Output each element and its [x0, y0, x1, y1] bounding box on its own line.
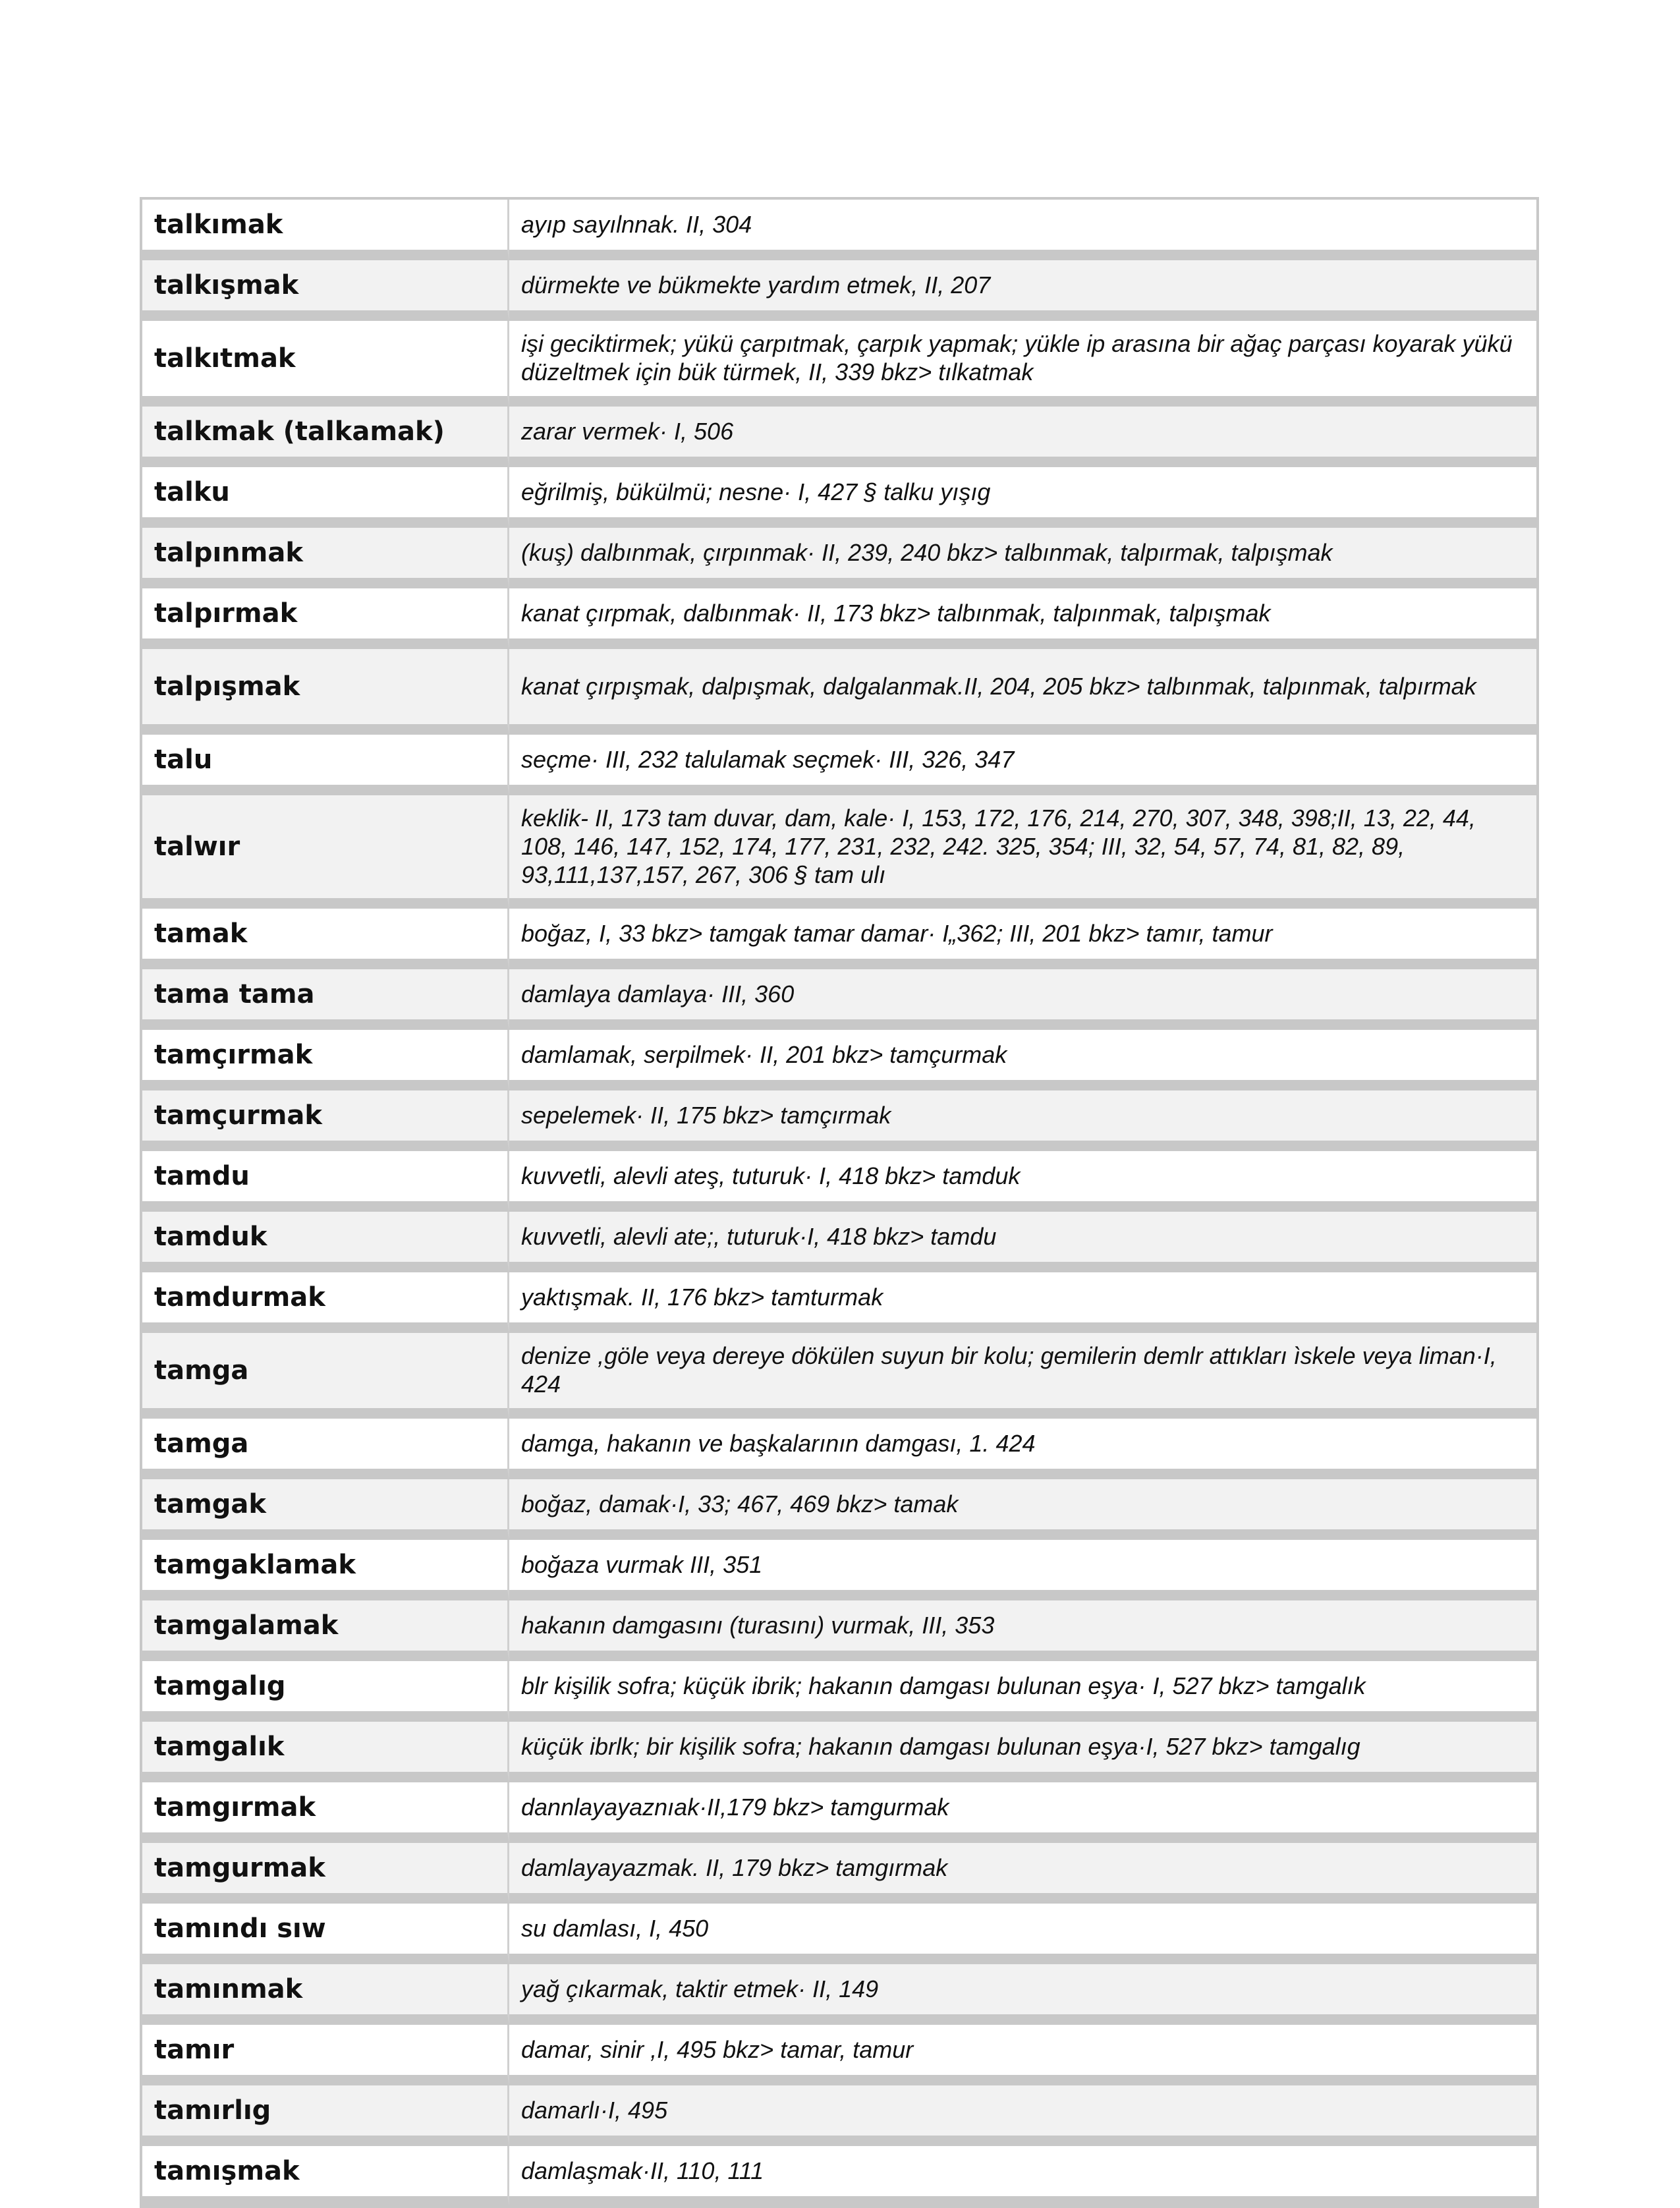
entry-definition: damlaşmak·II, 110, 111 — [509, 2146, 1536, 2205]
entry-term: tamga — [142, 1333, 509, 1419]
entry-term: talkmak (talkamak) — [142, 407, 509, 467]
entry-definition: su damlası, I, 450 — [509, 1904, 1536, 1964]
entry-definition: blr kişilik sofra; küçük ibrik; hakanın damgası bulunan eşya· I, 527 bkz> tamgalık — [509, 1661, 1536, 1722]
entry-definition: küçük ibrlk; bir kişilik sofra; hakanın damgası bulunan eşya·I, 527 bkz> tamgalıg — [509, 1722, 1536, 1782]
table-row — [142, 200, 1536, 260]
table-row — [142, 1212, 1536, 1272]
table-row — [142, 1419, 1536, 1479]
entry-definition: yağ çıkarmak, taktir etmek· II, 149 — [509, 1964, 1536, 2025]
entry-definition: yaktışmak. II, 176 bkz> tamturmak — [509, 1272, 1536, 1333]
entry-definition: boğaz, I, 33 bkz> tamgak tamar damar· I„362; III, 201 bkz> tamır, tamur — [509, 909, 1536, 969]
entry-definition: eğrilmiş, bükülmü; nesne· I, 427 § talku yışıg — [509, 467, 1536, 528]
entry-term: talkımak — [142, 200, 509, 260]
table-row — [142, 467, 1536, 528]
table-row — [142, 1843, 1536, 1904]
entry-term: tamçurmak — [142, 1090, 509, 1151]
entry-term: talu — [142, 735, 509, 795]
table-row — [142, 649, 1536, 735]
entry-term: tama tama — [142, 969, 509, 1030]
entry-definition: damga, hakanın ve başkalarının damgası, 1. 424 — [509, 1419, 1536, 1479]
entry-term: talpınmak — [142, 528, 509, 588]
entry-term: talpırmak — [142, 588, 509, 649]
entry-term: tamındı sıw — [142, 1904, 509, 1964]
entry-definition: dürmekte ve bükmekte yardım etmek, II, 207 — [509, 260, 1536, 321]
entry-term: tamak — [142, 909, 509, 969]
entry-term: tamduk — [142, 1212, 509, 1272]
table-row — [142, 1479, 1536, 1540]
table-row — [142, 321, 1536, 407]
entry-definition: sepelemek· II, 175 bkz> tamçırmak — [509, 1090, 1536, 1151]
table-row — [142, 260, 1536, 321]
entry-term: tamgalıg — [142, 1661, 509, 1722]
entry-definition: boğaz, damak·I, 33; 467, 469 bkz> tamak — [509, 1479, 1536, 1540]
table-row — [142, 1151, 1536, 1212]
entry-definition: keklik- II, 173 tam duvar, dam, kale· I, 153, 172, 176, 214, 270, 307, 348, 398;II, 13, 22, 44, 108, 146, 147, 152, 174, 177, 231, 232, 242. 325, 354; III, 32, 54, 57, 74, 81, 82, 89, 93,111,137,157, 267, 306 § tam ulı — [509, 795, 1536, 909]
entry-term: tamgalık — [142, 1722, 509, 1782]
glossary-table — [140, 197, 1539, 2208]
entry-definition: kuvvetli, alevli ateş, tuturuk· I, 418 bkz> tamduk — [509, 1151, 1536, 1212]
entry-term: talkışmak — [142, 260, 509, 321]
entry-term: talkıtmak — [142, 321, 509, 407]
entry-term: tamgaklamak — [142, 1540, 509, 1600]
table-row — [142, 1272, 1536, 1333]
entry-term: tamgurmak — [142, 1843, 509, 1904]
table-row — [142, 2146, 1536, 2205]
entry-term: tamırlıg — [142, 2085, 509, 2146]
entry-term: tamınmak — [142, 1964, 509, 2025]
table-row — [142, 2085, 1536, 2146]
entry-term: tamgırmak — [142, 1782, 509, 1843]
entry-term: talpışmak — [142, 649, 509, 735]
entry-definition: dannlayayaznıak·II,179 bkz> tamgurmak — [509, 1782, 1536, 1843]
table-row — [142, 1600, 1536, 1661]
entry-term: tamışmak — [142, 2146, 509, 2205]
table-row — [142, 1722, 1536, 1782]
entry-definition: damlamak, serpilmek· II, 201 bkz> tamçurmak — [509, 1030, 1536, 1090]
entry-definition: işi geciktirmek; yükü çarpıtmak, çarpık yapmak; yükle ip arasına bir ağaç parçası koyarak yükü düzeltmek için bük türmek, II, 339 bkz> tılkatmak — [509, 321, 1536, 407]
entry-definition: denize ,göle veya dereye dökülen suyun bir kolu; gemilerin demlr attıkları ìskele veya liman·I, 424 — [509, 1333, 1536, 1419]
entry-definition: damar, sinir ,I, 495 bkz> tamar, tamur — [509, 2025, 1536, 2085]
table-row — [142, 1030, 1536, 1090]
entry-definition: boğaza vurmak III, 351 — [509, 1540, 1536, 1600]
table-row — [142, 1540, 1536, 1600]
table-row — [142, 969, 1536, 1030]
entry-term: tamga — [142, 1419, 509, 1479]
table-row — [142, 407, 1536, 467]
entry-definition: (kuş) dalbınmak, çırpınmak· II, 239, 240 bkz> talbınmak, talpırmak, talpışmak — [509, 528, 1536, 588]
entry-definition: kuvvetli, alevli ate;, tuturuk·I, 418 bkz> tamdu — [509, 1212, 1536, 1272]
table-row — [142, 1333, 1536, 1419]
entry-term: tamgak — [142, 1479, 509, 1540]
entry-definition: kanat çırpışmak, dalpışmak, dalgalanmak.II, 204, 205 bkz> talbınmak, talpınmak, talpırmak — [509, 649, 1536, 735]
entry-definition: kanat çırpmak, dalbınmak· II, 173 bkz> talbınmak, talpınmak, talpışmak — [509, 588, 1536, 649]
table-row — [142, 1964, 1536, 2025]
entry-term: talwır — [142, 795, 509, 909]
entry-definition: zarar vermek· I, 506 — [509, 407, 1536, 467]
entry-term: tamçırmak — [142, 1030, 509, 1090]
table-row — [142, 795, 1536, 909]
table-row — [142, 735, 1536, 795]
table-row — [142, 588, 1536, 649]
table-row — [142, 1661, 1536, 1722]
entry-term: tamdurmak — [142, 1272, 509, 1333]
entry-definition: hakanın damgasını (turasını) vurmak, III, 353 — [509, 1600, 1536, 1661]
table-row — [142, 2025, 1536, 2085]
entry-term: tamgalamak — [142, 1600, 509, 1661]
entry-definition: damlayayazmak. II, 179 bkz> tamgırmak — [509, 1843, 1536, 1904]
entry-term: talku — [142, 467, 509, 528]
entry-definition: damlaya damlaya· III, 360 — [509, 969, 1536, 1030]
entry-definition: seçme· III, 232 talulamak seçmek· III, 326, 347 — [509, 735, 1536, 795]
table-row — [142, 909, 1536, 969]
table-row — [142, 1904, 1536, 1964]
table-row — [142, 1090, 1536, 1151]
entry-definition: damarlı·I, 495 — [509, 2085, 1536, 2146]
table-row — [142, 528, 1536, 588]
entry-term: tamır — [142, 2025, 509, 2085]
entry-definition: ayıp sayılnnak. II, 304 — [509, 200, 1536, 260]
entry-term: tamdu — [142, 1151, 509, 1212]
table-row — [142, 1782, 1536, 1843]
